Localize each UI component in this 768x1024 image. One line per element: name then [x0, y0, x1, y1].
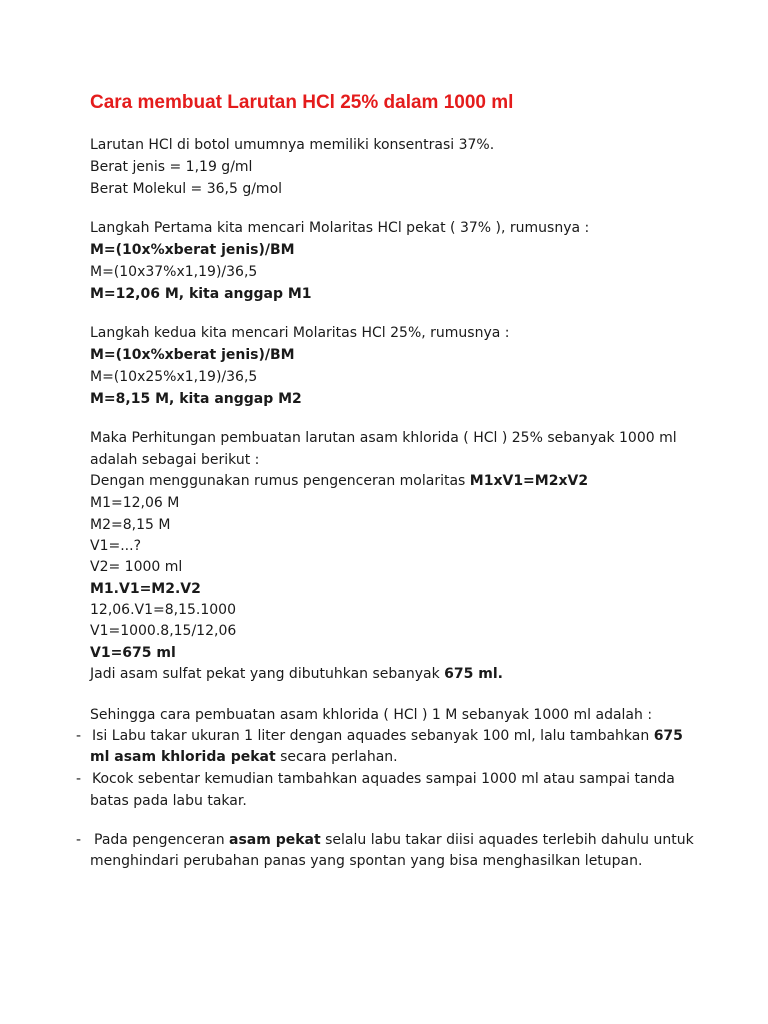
procedure-item3-line1	[94, 830, 694, 850]
calc-v1-unknown: V1=...?	[90, 538, 141, 554]
step2-calculation: M=(10x25%x1,19)/36,5	[90, 369, 258, 385]
procedure-item1-line2	[90, 747, 398, 767]
intro-concentration: Larutan HCl di botol umumnya memiliki konsentrasi 37%.	[90, 137, 495, 153]
procedure-item1-bold-volume: 675	[653, 728, 683, 744]
calc-answer: V1=675 ml	[90, 645, 176, 661]
calc-equation: M1.V1=M2.V2	[90, 581, 201, 597]
step2-result: M=8,15 M, kita anggap M2	[90, 391, 302, 407]
calc-conclusion-bold: 675 ml.	[444, 666, 503, 682]
procedure-item3-line2: menghindari perubahan panas yang spontan yang bisa menghasilkan letupan.	[90, 853, 643, 869]
procedure-item3-text1: Pada pengenceran	[94, 832, 230, 848]
step2-formula: M=(10x%xberat jenis)/BM	[90, 347, 295, 363]
bullet-dash-2: -	[76, 771, 82, 787]
procedure-item1-bold-reagent: ml asam khlorida pekat	[90, 749, 276, 765]
procedure-item2-line2: batas pada labu takar.	[90, 793, 247, 809]
procedure-intro: Sehingga cara pembuatan asam khlorida ( HCl ) 1 M sebanyak 1000 ml adalah :	[90, 707, 653, 723]
procedure-item3-bold: asam pekat	[229, 832, 321, 848]
calc-formula-bold: M1xV1=M2xV2	[469, 473, 589, 489]
procedure-item3-text2: selalu labu takar diisi aquades terlebih dahulu untuk	[320, 832, 694, 848]
document-title: Cara membuat Larutan HCl 25% dalam 1000 ml	[90, 92, 514, 113]
bullet-dash-3: -	[76, 832, 82, 848]
calc-formula-text: Dengan menggunakan rumus pengenceran molaritas	[90, 473, 470, 489]
intro-molecular-weight: Berat Molekul = 36,5 g/mol	[90, 181, 283, 197]
calc-m1: M1=12,06 M	[90, 495, 180, 511]
step2-heading: Langkah kedua kita mencari Molaritas HCl 25%, rumusnya :	[90, 325, 510, 341]
step1-heading: Langkah Pertama kita mencari Molaritas HCl pekat ( 37% ), rumusnya :	[90, 220, 590, 236]
step1-calculation: M=(10x37%x1,19)/36,5	[90, 264, 258, 280]
bullet-dash-1: -	[76, 728, 82, 744]
procedure-item1-text2: secara perlahan.	[275, 749, 398, 765]
calc-solve: V1=1000.8,15/12,06	[90, 623, 237, 639]
calc-m2: M2=8,15 M	[90, 517, 171, 533]
procedure-item1-line1	[92, 726, 683, 746]
intro-density: Berat jenis = 1,19 g/ml	[90, 159, 253, 175]
procedure-item2-line1: Kocok sebentar kemudian tambahkan aquades sampai 1000 ml atau sampai tanda	[92, 771, 675, 787]
step1-result: M=12,06 M, kita anggap M1	[90, 286, 312, 302]
calc-intro-line1: Maka Perhitungan pembuatan larutan asam khlorida ( HCl ) 25% sebanyak 1000 ml	[90, 430, 677, 446]
calc-formula-line	[90, 471, 588, 491]
calc-conclusion-text: Jadi asam sulfat pekat yang dibutuhkan sebanyak	[90, 666, 445, 682]
calc-substitution: 12,06.V1=8,15.1000	[90, 602, 236, 618]
step1-formula: M=(10x%xberat jenis)/BM	[90, 242, 295, 258]
calc-intro-line2: adalah sebagai berikut :	[90, 452, 260, 468]
calc-v2: V2= 1000 ml	[90, 559, 183, 575]
procedure-item1-text: Isi Labu takar ukuran 1 liter dengan aquades sebanyak 100 ml, lalu tambahkan	[92, 728, 654, 744]
calc-conclusion	[90, 664, 503, 684]
